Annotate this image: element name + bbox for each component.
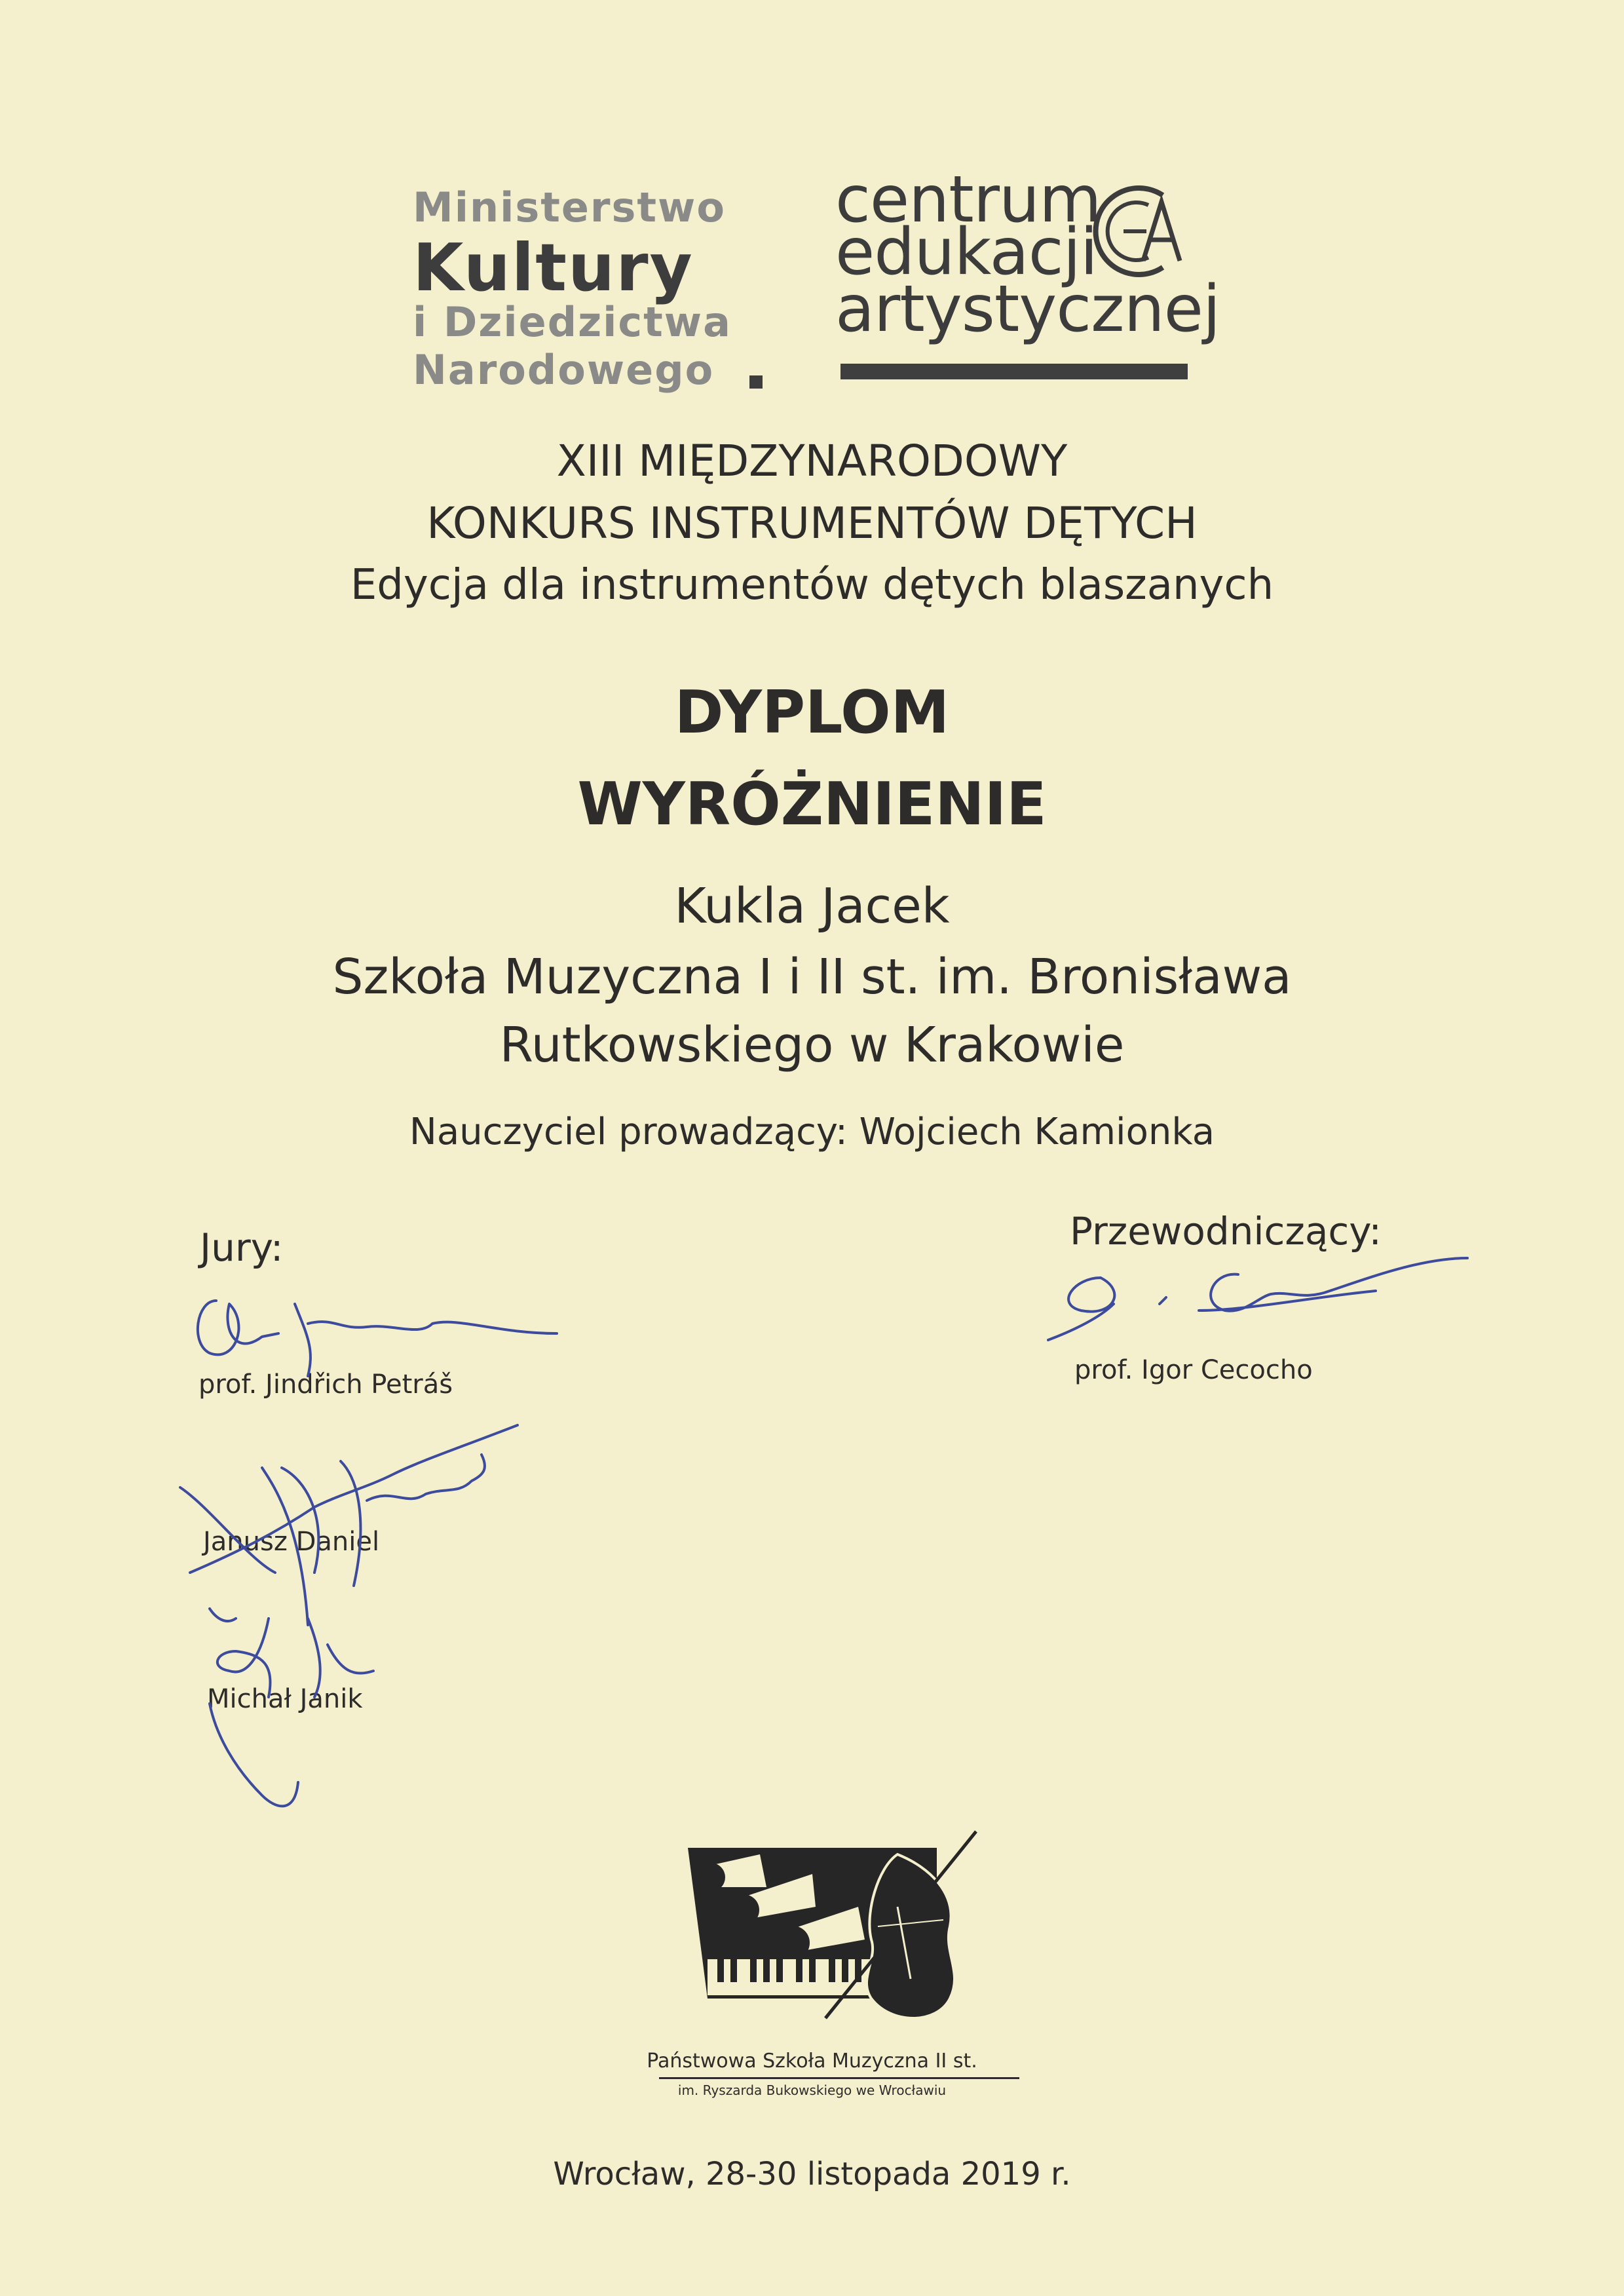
ministry-logo-line-2: Kultury bbox=[413, 229, 694, 306]
jury-member-2: Janusz Daniel bbox=[203, 1527, 380, 1557]
award-title: WYRÓŻNIENIE bbox=[577, 770, 1047, 839]
footer-school-sub: im. Ryszarda Bukowskiego we Wrocławiu bbox=[677, 2082, 947, 2098]
ministry-logo-dot bbox=[749, 375, 763, 389]
chair-name: prof. Igor Cecocho bbox=[1074, 1355, 1313, 1385]
ministry-logo-line-4: Narodowego bbox=[413, 346, 715, 394]
footer-school-underline bbox=[659, 2077, 1019, 2079]
cea-logo-line-2: edukacji bbox=[835, 215, 1098, 290]
jury-label: Jury: bbox=[200, 1225, 284, 1270]
competition-title-line-1: XIII MIĘDZYNARODOWY bbox=[556, 436, 1068, 486]
place-date: Wrocław, 28-30 listopada 2019 r. bbox=[553, 2156, 1071, 2192]
jury-member-3: Michał Janik bbox=[207, 1684, 363, 1714]
cea-logo-line-3: artystycznej bbox=[835, 272, 1220, 347]
ministry-logo-line-3: i Dziedzictwa bbox=[413, 298, 732, 346]
school-line-1: Szkoła Muzyczna I i II st. im. Bronisława bbox=[332, 949, 1292, 1005]
signature-cecocho bbox=[1048, 1258, 1467, 1340]
teacher-line: Nauczyciel prowadzący: Wojciech Kamionka bbox=[409, 1111, 1215, 1153]
music-school-logo-icon bbox=[681, 1828, 996, 2051]
competition-edition: Edycja dla instrumentów dętych blaszanych bbox=[350, 561, 1274, 609]
cea-logo-line-1: centrum bbox=[835, 163, 1101, 237]
footer-school-name: Państwowa Szkoła Muzyczna II st. bbox=[647, 2050, 977, 2073]
recipient-name: Kukla Jacek bbox=[674, 878, 950, 934]
signature-daniel bbox=[180, 1425, 518, 1625]
jury-member-1: prof. Jindřich Petráš bbox=[198, 1369, 453, 1400]
school-line-2: Rutkowskiego w Krakowie bbox=[499, 1017, 1125, 1073]
signature-petras bbox=[198, 1301, 557, 1376]
cea-logo-bar bbox=[840, 364, 1188, 379]
ministry-logo-line-1: Ministerstwo bbox=[413, 183, 726, 231]
chair-label: Przewodniczący: bbox=[1070, 1209, 1382, 1253]
diploma-title: DYPLOM bbox=[674, 678, 950, 747]
competition-title-line-2: KONKURS INSTRUMENTÓW DĘTYCH bbox=[426, 498, 1198, 548]
cea-monogram-icon bbox=[1084, 176, 1189, 287]
